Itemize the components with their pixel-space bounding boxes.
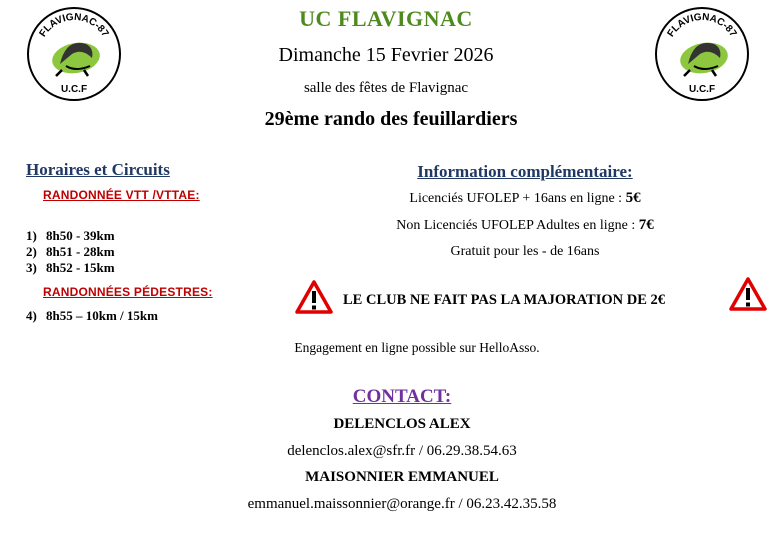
club-title: UC FLAVIGNAC — [299, 6, 473, 31]
warning-text: LE CLUB NE FAIT PAS LA MAJORATION DE 2€ — [343, 292, 665, 308]
warning-icon — [729, 277, 767, 311]
contact-name: MAISONNIER EMMANUEL — [305, 469, 499, 485]
vtt-section-title: RANDONNÉE VTT /VTTAE: — [43, 188, 200, 202]
info-line: Non Licenciés UFOLEP Adultes en ligne : 7€ — [396, 217, 654, 233]
event-name: 29ème rando des feuillardiers — [264, 108, 518, 130]
list-item: 4) 8h55 – 10km / 15km — [26, 308, 158, 323]
info-line: Licenciés UFOLEP + 16ans en ligne : 5€ — [409, 190, 641, 206]
contact-name: DELENCLOS ALEX — [333, 416, 471, 432]
svg-text:U.C.F: U.C.F — [60, 84, 88, 95]
svg-text:U.C.F: U.C.F — [688, 84, 716, 95]
svg-text:FLAVIGNAC-87: FLAVIGNAC-87 — [665, 11, 739, 40]
contact-title: CONTACT: — [352, 386, 452, 407]
schedule-title: Horaires et Circuits — [26, 160, 170, 179]
engagement-text: Engagement en ligne possible sur HelloAsso. — [294, 340, 540, 355]
contact-details: delenclos.alex@sfr.fr / 06.29.38.54.63 — [287, 443, 517, 459]
warning-icon — [295, 280, 333, 314]
walk-section-title: RANDONNÉES PÉDESTRES: — [43, 285, 213, 299]
info-line: Gratuit pour les - de 16ans — [450, 244, 600, 259]
contact-details: emmanuel.maissonnier@orange.fr / 06.23.42.35.58 — [247, 496, 557, 512]
list-item: 3) 8h52 - 15km — [26, 260, 115, 275]
list-item: 1) 8h50 - 39km — [26, 228, 115, 243]
event-venue: salle des fêtes de Flavignac — [303, 80, 469, 96]
event-date: Dimanche 15 Fevrier 2026 — [278, 44, 494, 66]
info-title: Information complémentaire: — [417, 162, 633, 181]
list-item: 2) 8h51 - 28km — [26, 244, 115, 259]
svg-text:FLAVIGNAC-87: FLAVIGNAC-87 — [37, 11, 111, 40]
